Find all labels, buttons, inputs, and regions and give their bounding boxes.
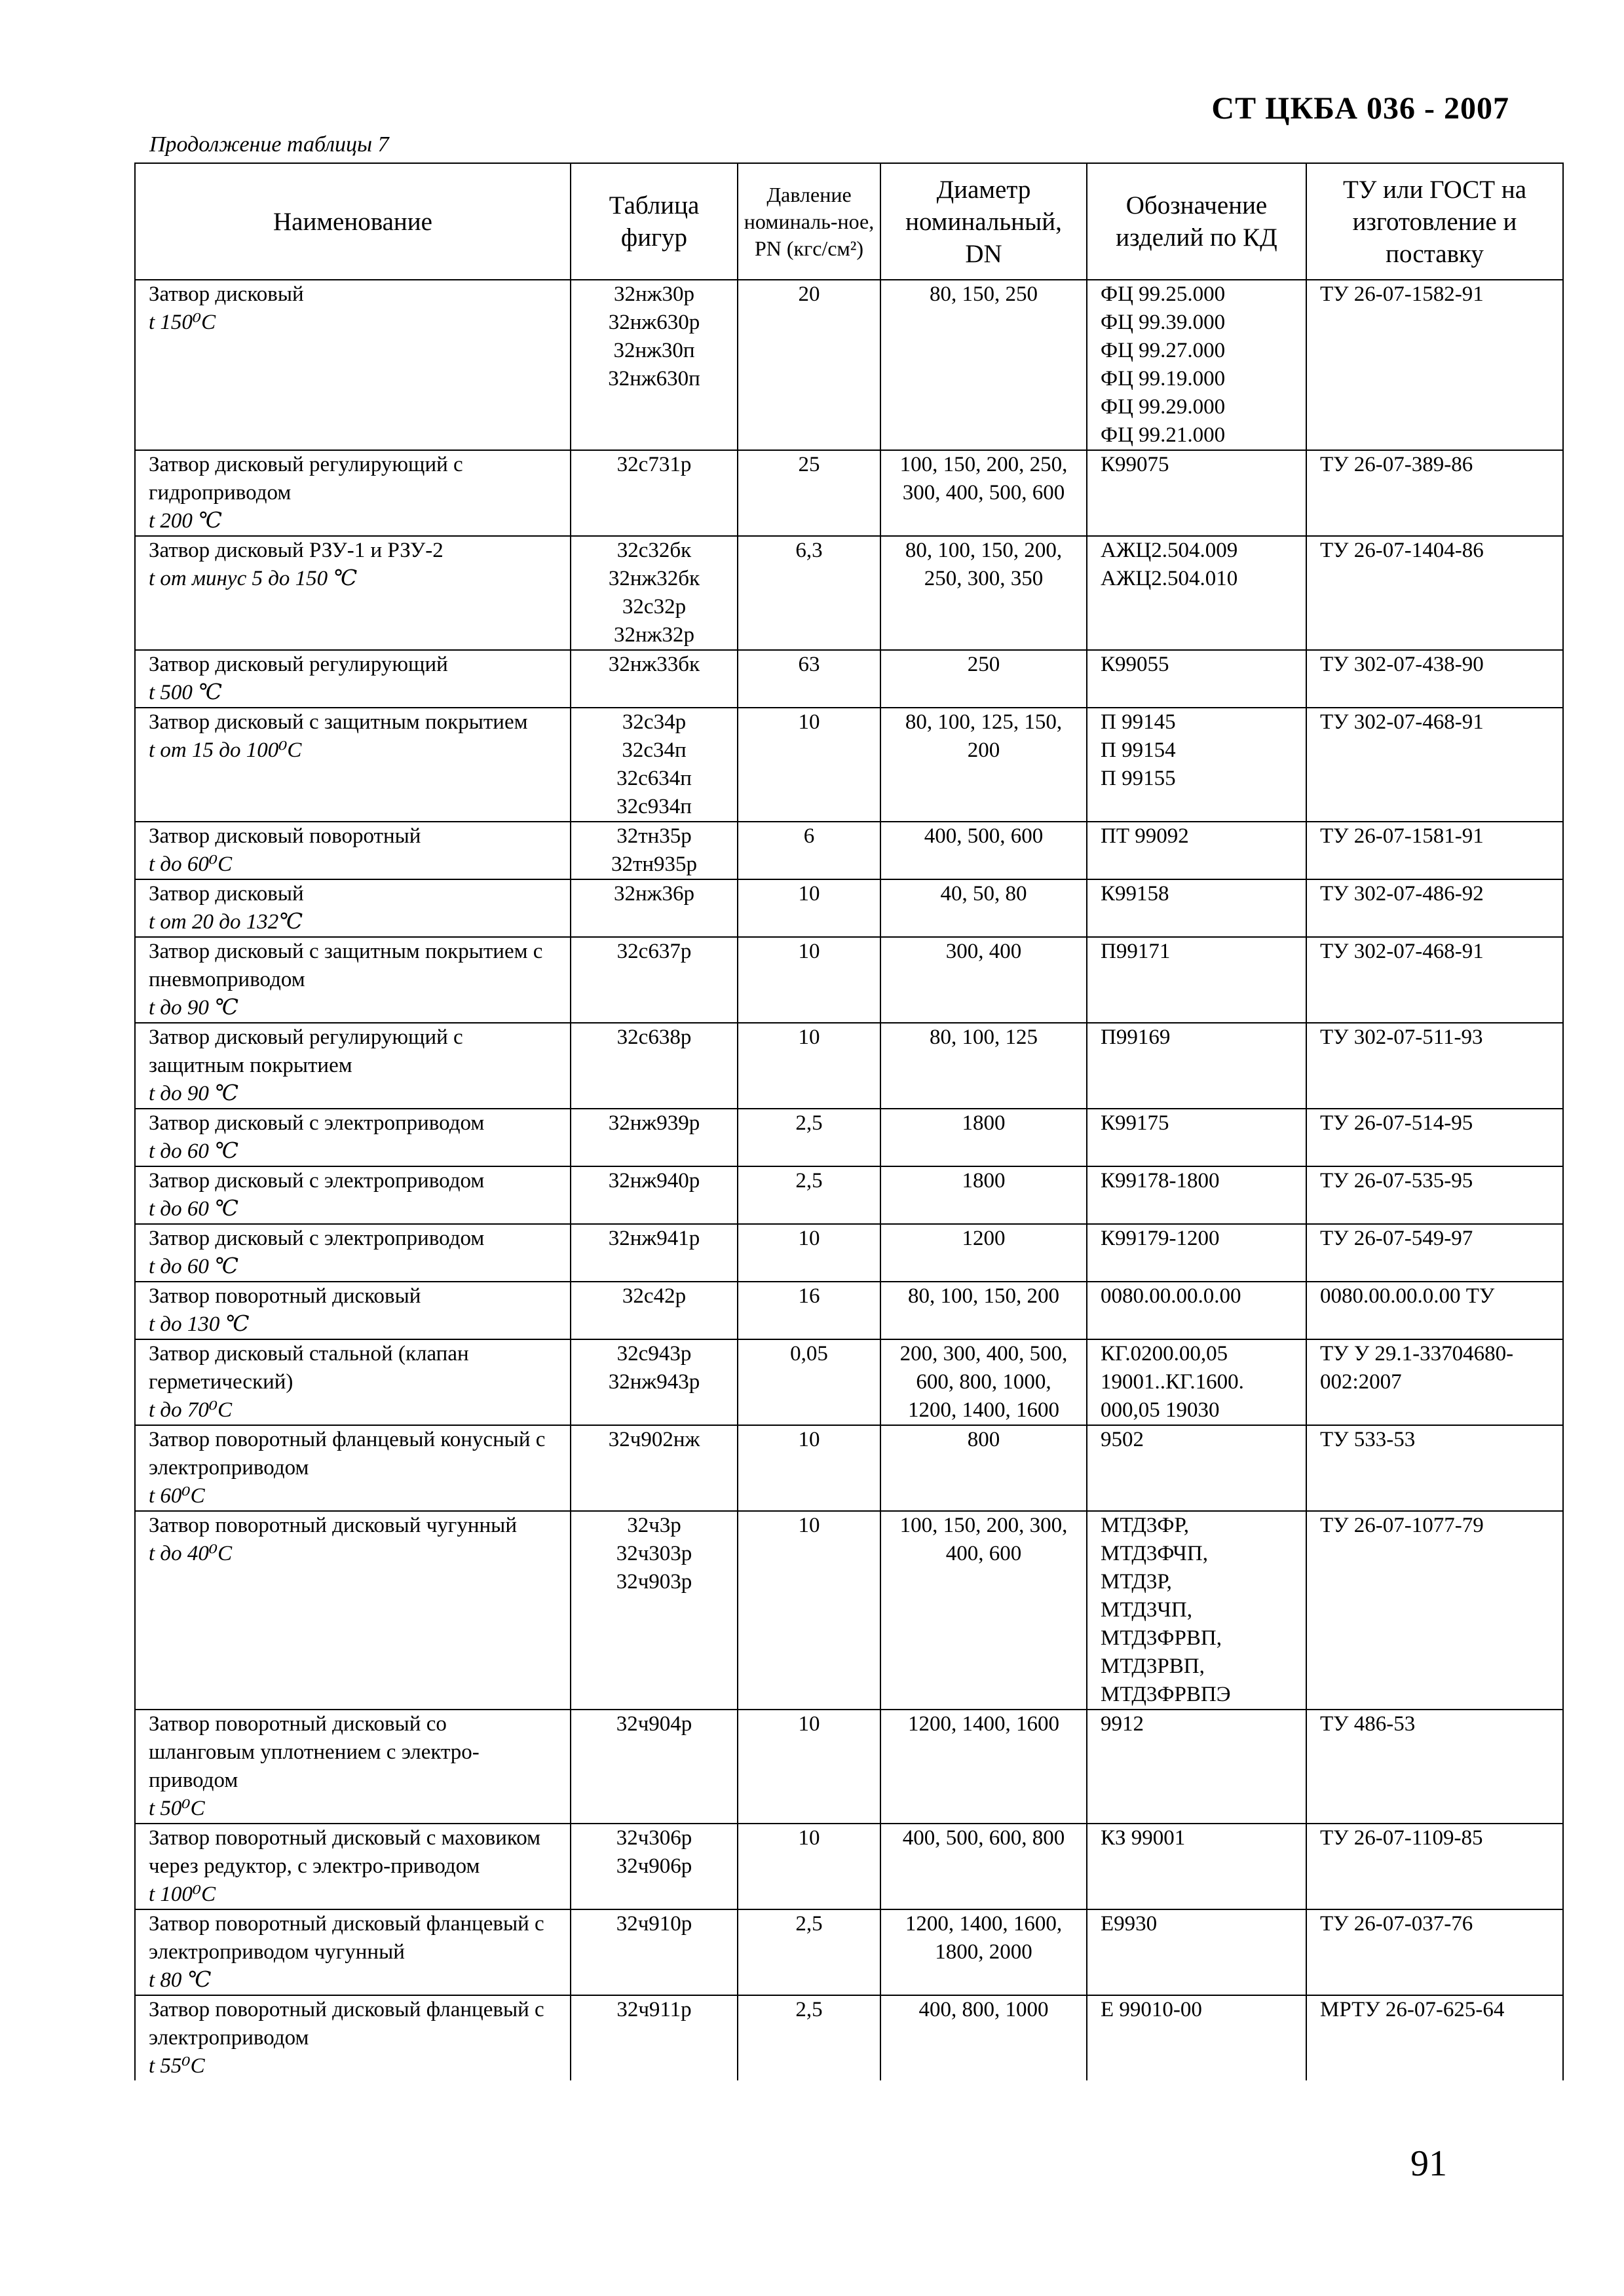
name-text: Затвор дисковый РЗУ-1 и РЗУ-2 xyxy=(149,539,444,562)
cell-name xyxy=(135,1824,571,1909)
table-row xyxy=(135,1824,1563,1909)
cell-standard xyxy=(1306,1511,1563,1710)
table-row xyxy=(135,536,1563,650)
cell-fig xyxy=(571,1282,738,1339)
pressure-text: 25 xyxy=(798,453,820,476)
diameter-text: 80, 150, 250 xyxy=(930,282,1038,306)
cell-designation xyxy=(1087,1710,1306,1824)
table-row xyxy=(135,450,1563,536)
diameter-text: 80, 100, 150, 200 xyxy=(908,1284,1059,1308)
standard-text: МРТУ 26-07-625-64 xyxy=(1320,1998,1505,2021)
cell-fig xyxy=(571,1224,738,1282)
table-row xyxy=(135,280,1563,450)
diameter-text: 300, 400 xyxy=(945,940,1022,963)
cell-standard xyxy=(1306,822,1563,879)
temperature-text: t от 15 до 100⁰С xyxy=(149,738,302,762)
cell-name xyxy=(135,708,571,822)
standard-text: ТУ 26-07-389-86 xyxy=(1320,453,1473,476)
cell-pressure xyxy=(738,650,880,708)
fig-text: 32с34р 32с34п 32с634п 32с934п xyxy=(616,710,692,818)
cell-pressure xyxy=(738,1824,880,1909)
cell-fig xyxy=(571,1023,738,1109)
standard-text: ТУ У 29.1-33704680-002:2007 xyxy=(1320,1342,1514,1394)
diameter-text: 100, 150, 200, 250, 300, 400, 500, 600 xyxy=(899,453,1068,505)
cell-pressure xyxy=(738,1166,880,1224)
temperature-text: t 50⁰С xyxy=(149,1797,205,1820)
cell-designation xyxy=(1087,879,1306,937)
diameter-text: 800 xyxy=(967,1428,1000,1451)
diameter-text: 100, 150, 200, 300, 400, 600 xyxy=(899,1514,1068,1565)
temperature-text: t 60⁰С xyxy=(149,1484,205,1508)
cell-designation xyxy=(1087,1995,1306,2080)
cell-designation xyxy=(1087,1109,1306,1166)
cell-pressure xyxy=(738,937,880,1023)
name-text: Затвор дисковый с электроприводом xyxy=(149,1111,485,1135)
temperature-text: t до 90 ℃ xyxy=(149,996,239,1020)
header-name: Наименование xyxy=(135,163,571,280)
designation-text: ПТ 99092 xyxy=(1101,824,1189,848)
standard-text: ТУ 26-07-1109-85 xyxy=(1320,1826,1483,1850)
fig-text: 32ч904р xyxy=(616,1712,692,1736)
cell-standard xyxy=(1306,937,1563,1023)
pressure-text: 2,5 xyxy=(795,1912,823,1936)
cell-diameter xyxy=(880,1339,1087,1425)
cell-diameter xyxy=(880,450,1087,536)
table-row xyxy=(135,1339,1563,1425)
name-text: Затвор дисковый с защитным покрытием с пневмоприводом xyxy=(149,940,543,991)
cell-standard xyxy=(1306,1995,1563,2080)
cell-standard xyxy=(1306,879,1563,937)
diameter-text: 40, 50, 80 xyxy=(940,882,1027,906)
pressure-text: 2,5 xyxy=(795,1111,823,1135)
name-text: Затвор дисковый поворотный xyxy=(149,824,421,848)
diameter-text: 80, 100, 125 xyxy=(930,1025,1038,1049)
cell-name xyxy=(135,1166,571,1224)
cell-diameter xyxy=(880,1824,1087,1909)
cell-designation xyxy=(1087,1511,1306,1710)
header-diameter: Диаметр номинальный, DN xyxy=(880,163,1087,280)
pressure-text: 10 xyxy=(798,1712,820,1736)
name-text: Затвор поворотный дисковый чугунный xyxy=(149,1514,517,1537)
table-row xyxy=(135,650,1563,708)
diameter-text: 1200, 1400, 1600, 1800, 2000 xyxy=(905,1912,1063,1964)
cell-name xyxy=(135,1224,571,1282)
standard-text: ТУ 302-07-468-91 xyxy=(1320,710,1484,734)
standard-text: ТУ 302-07-468-91 xyxy=(1320,940,1484,963)
standard-text: 0080.00.00.0.00 ТУ xyxy=(1320,1284,1495,1308)
fig-text: 32нж939р xyxy=(608,1111,700,1135)
pressure-text: 2,5 xyxy=(795,1998,823,2021)
cell-standard xyxy=(1306,1339,1563,1425)
fig-text: 32с943р 32нж943р xyxy=(608,1342,700,1394)
table-row xyxy=(135,1224,1563,1282)
cell-diameter xyxy=(880,1995,1087,2080)
cell-diameter xyxy=(880,1511,1087,1710)
cell-fig xyxy=(571,1995,738,2080)
pressure-text: 10 xyxy=(798,882,820,906)
name-text: Затвор дисковый с электроприводом xyxy=(149,1227,485,1250)
cell-designation xyxy=(1087,937,1306,1023)
cell-designation xyxy=(1087,1425,1306,1511)
cell-diameter xyxy=(880,1282,1087,1339)
cell-name xyxy=(135,650,571,708)
table-row xyxy=(135,1909,1563,1995)
table-row xyxy=(135,1995,1563,2080)
cell-name xyxy=(135,1109,571,1166)
header-fig: Таблица фигур xyxy=(571,163,738,280)
pressure-text: 0,05 xyxy=(790,1342,828,1366)
cell-standard xyxy=(1306,1425,1563,1511)
header-pressure: Давление номиналь-ное, PN (кгс/см²) xyxy=(738,163,880,280)
pressure-text: 16 xyxy=(798,1284,820,1308)
standard-text: ТУ 26-07-037-76 xyxy=(1320,1912,1473,1936)
name-text: Затвор поворотный дисковый xyxy=(149,1284,421,1308)
cell-diameter xyxy=(880,1023,1087,1109)
standard-text: ТУ 533-53 xyxy=(1320,1428,1416,1451)
cell-standard xyxy=(1306,1824,1563,1909)
table-row xyxy=(135,1023,1563,1109)
designation-text: Е 99010-00 xyxy=(1101,1998,1202,2021)
fig-text: 32тн35р 32тн935р xyxy=(611,824,698,876)
cell-standard xyxy=(1306,1710,1563,1824)
temperature-text: t до 130 ℃ xyxy=(149,1312,250,1336)
cell-diameter xyxy=(880,879,1087,937)
diameter-text: 400, 800, 1000 xyxy=(918,1998,1049,2021)
fig-text: 32нж30р 32нж630р 32нж30п 32нж630п xyxy=(608,282,700,391)
cell-designation xyxy=(1087,280,1306,450)
cell-fig xyxy=(571,1710,738,1824)
table-row xyxy=(135,822,1563,879)
standard-text: ТУ 486-53 xyxy=(1320,1712,1416,1736)
diameter-text: 200, 300, 400, 500, 600, 800, 1000, 1200, 1400, 1600 xyxy=(899,1342,1068,1422)
name-text: Затвор поворотный фланцевый конусный с электроприводом xyxy=(149,1428,546,1480)
designation-text: ФЦ 99.25.000 ФЦ 99.39.000 ФЦ 99.27.000 ФЦ 99.19.000 ФЦ 99.29.000 ФЦ 99.21.000 xyxy=(1101,282,1226,447)
name-text: Затвор дисковый xyxy=(149,882,304,906)
cell-standard xyxy=(1306,450,1563,536)
cell-fig xyxy=(571,1824,738,1909)
header-standard: ТУ или ГОСТ на изготовление и поставку xyxy=(1306,163,1563,280)
cell-designation xyxy=(1087,1166,1306,1224)
fig-text: 32ч910р xyxy=(616,1912,692,1936)
table-caption: Продолжение таблицы 7 xyxy=(149,132,389,157)
table-row xyxy=(135,1425,1563,1511)
diameter-text: 250 xyxy=(967,653,1000,676)
cell-designation xyxy=(1087,536,1306,650)
standard-text: ТУ 26-07-1582-91 xyxy=(1320,282,1484,306)
cell-diameter xyxy=(880,1909,1087,1995)
temperature-text: t до 60⁰С xyxy=(149,852,233,876)
table-row xyxy=(135,1511,1563,1710)
table-row xyxy=(135,1109,1563,1166)
cell-designation xyxy=(1087,708,1306,822)
fig-text: 32с637р xyxy=(616,940,692,963)
page-number: 91 xyxy=(1410,2143,1447,2184)
cell-name xyxy=(135,1282,571,1339)
name-text: Затвор поворотный дисковый фланцевый с электроприводом xyxy=(149,1998,544,2050)
cell-diameter xyxy=(880,280,1087,450)
cell-standard xyxy=(1306,1282,1563,1339)
cell-name xyxy=(135,1909,571,1995)
cell-pressure xyxy=(738,1109,880,1166)
fig-text: 32нж36р xyxy=(614,882,694,906)
name-text: Затвор дисковый регулирующий с защитным покрытием xyxy=(149,1025,463,1077)
cell-diameter xyxy=(880,536,1087,650)
cell-name xyxy=(135,1339,571,1425)
table-row xyxy=(135,1282,1563,1339)
table-header-row xyxy=(135,163,1563,280)
cell-designation xyxy=(1087,1282,1306,1339)
temperature-text: t 80 ℃ xyxy=(149,1968,212,1992)
fig-text: 32нж940р xyxy=(608,1169,700,1193)
cell-pressure xyxy=(738,1710,880,1824)
standard-text: ТУ 302-07-486-92 xyxy=(1320,882,1484,906)
cell-designation xyxy=(1087,822,1306,879)
cell-fig xyxy=(571,280,738,450)
temperature-text: t 500 ℃ xyxy=(149,681,223,704)
cell-standard xyxy=(1306,536,1563,650)
cell-fig xyxy=(571,450,738,536)
standard-text: ТУ 26-07-1404-86 xyxy=(1320,539,1484,562)
cell-pressure xyxy=(738,708,880,822)
temperature-text: t 100⁰С xyxy=(149,1883,216,1906)
temperature-text: t от 20 до 132℃ xyxy=(149,910,303,934)
pressure-text: 10 xyxy=(798,1227,820,1250)
pressure-text: 2,5 xyxy=(795,1169,823,1193)
cell-standard xyxy=(1306,280,1563,450)
designation-text: К99179-1200 xyxy=(1101,1227,1220,1250)
cell-designation xyxy=(1087,1909,1306,1995)
cell-pressure xyxy=(738,1023,880,1109)
cell-diameter xyxy=(880,1224,1087,1282)
cell-fig xyxy=(571,650,738,708)
cell-designation xyxy=(1087,1824,1306,1909)
designation-text: АЖЦ2.504.009 АЖЦ2.504.010 xyxy=(1101,539,1238,590)
fig-text: 32с731р xyxy=(616,453,692,476)
diameter-text: 80, 100, 150, 200, 250, 300, 350 xyxy=(905,539,1063,590)
fig-text: 32с42р xyxy=(622,1284,687,1308)
cell-name xyxy=(135,937,571,1023)
cell-name xyxy=(135,450,571,536)
fig-text: 32ч306р 32ч906р xyxy=(616,1826,692,1878)
diameter-text: 1200 xyxy=(962,1227,1006,1250)
table-row xyxy=(135,708,1563,822)
fig-text: 32ч911р xyxy=(616,1998,692,2021)
designation-text: К99178-1800 xyxy=(1101,1169,1220,1193)
fig-text: 32ч902нж xyxy=(608,1428,700,1451)
cell-pressure xyxy=(738,1282,880,1339)
cell-diameter xyxy=(880,708,1087,822)
table-row xyxy=(135,1166,1563,1224)
cell-pressure xyxy=(738,1995,880,2080)
cell-designation xyxy=(1087,1339,1306,1425)
temperature-text: t 55⁰С xyxy=(149,2054,205,2078)
standard-text: ТУ 26-07-514-95 xyxy=(1320,1111,1473,1135)
designation-text: К99055 xyxy=(1101,653,1169,676)
name-text: Затвор поворотный дисковый со шланговым уплотнением с электро-приводом xyxy=(149,1712,480,1792)
pressure-text: 6 xyxy=(803,824,815,848)
cell-diameter xyxy=(880,650,1087,708)
cell-name xyxy=(135,1023,571,1109)
name-text: Затвор дисковый регулирующий xyxy=(149,653,448,676)
standard-text: ТУ 302-07-438-90 xyxy=(1320,653,1484,676)
cell-fig xyxy=(571,822,738,879)
name-text: Затвор поворотный дисковый с маховиком через редуктор, с электро-приводом xyxy=(149,1826,541,1878)
temperature-text: t до 90 ℃ xyxy=(149,1082,239,1105)
cell-pressure xyxy=(738,822,880,879)
cell-standard xyxy=(1306,708,1563,822)
cell-pressure xyxy=(738,1425,880,1511)
temperature-text: t до 60 ℃ xyxy=(149,1255,239,1278)
temperature-text: t до 60 ℃ xyxy=(149,1197,239,1221)
cell-fig xyxy=(571,1425,738,1511)
cell-diameter xyxy=(880,1109,1087,1166)
cell-name xyxy=(135,1511,571,1710)
pressure-text: 63 xyxy=(798,653,820,676)
diameter-text: 80, 100, 125, 150, 200 xyxy=(905,710,1063,762)
fittings-table xyxy=(134,163,1564,2080)
designation-text: 0080.00.00.0.00 xyxy=(1101,1284,1241,1308)
cell-pressure xyxy=(738,536,880,650)
cell-fig xyxy=(571,1109,738,1166)
cell-pressure xyxy=(738,450,880,536)
pressure-text: 10 xyxy=(798,1025,820,1049)
designation-text: 9912 xyxy=(1101,1712,1144,1736)
pressure-text: 10 xyxy=(798,1428,820,1451)
cell-designation xyxy=(1087,1023,1306,1109)
cell-designation xyxy=(1087,650,1306,708)
pressure-text: 20 xyxy=(798,282,820,306)
designation-text: Е9930 xyxy=(1101,1912,1158,1936)
cell-pressure xyxy=(738,1339,880,1425)
designation-text: КГ.0200.00,05 19001..КГ.1600. 000,05 19030 xyxy=(1101,1342,1244,1422)
pressure-text: 10 xyxy=(798,1514,820,1537)
cell-standard xyxy=(1306,1166,1563,1224)
temperature-text: t до 40⁰С xyxy=(149,1542,233,1565)
cell-name xyxy=(135,1995,571,2080)
temperature-text: t от минус 5 до 150 ℃ xyxy=(149,567,358,590)
cell-pressure xyxy=(738,1224,880,1282)
pressure-text: 10 xyxy=(798,940,820,963)
cell-name xyxy=(135,822,571,879)
cell-standard xyxy=(1306,1023,1563,1109)
name-text: Затвор поворотный дисковый фланцевый с электроприводом чугунный xyxy=(149,1912,544,1964)
pressure-text: 6,3 xyxy=(795,539,823,562)
cell-pressure xyxy=(738,1909,880,1995)
designation-text: П 99145 П 99154 П 99155 xyxy=(1101,710,1176,790)
temperature-text: t 150⁰С xyxy=(149,311,216,334)
standard-text: ТУ 26-07-535-95 xyxy=(1320,1169,1473,1193)
name-text: Затвор дисковый xyxy=(149,282,304,306)
cell-pressure xyxy=(738,879,880,937)
standard-text: ТУ 26-07-1077-79 xyxy=(1320,1514,1484,1537)
name-text: Затвор дисковый с электроприводом xyxy=(149,1169,485,1193)
designation-text: К99075 xyxy=(1101,453,1169,476)
cell-fig xyxy=(571,1909,738,1995)
name-text: Затвор дисковый регулирующий с гидроприводом xyxy=(149,453,463,505)
cell-name xyxy=(135,1425,571,1511)
cell-fig xyxy=(571,536,738,650)
name-text: Затвор дисковый стальной (клапан герметический) xyxy=(149,1342,469,1394)
temperature-text: t до 70⁰С xyxy=(149,1398,233,1422)
standard-text: ТУ 302-07-511-93 xyxy=(1320,1025,1483,1049)
standard-text: ТУ 26-07-1581-91 xyxy=(1320,824,1484,848)
fig-text: 32с32бк 32нж32бк 32с32р 32нж32р xyxy=(608,539,700,647)
cell-fig xyxy=(571,708,738,822)
fig-text: 32ч3р 32ч303р 32ч903р xyxy=(616,1514,692,1594)
designation-text: 9502 xyxy=(1101,1428,1144,1451)
name-text: Затвор дисковый с защитным покрытием xyxy=(149,710,528,734)
designation-text: КЗ 99001 xyxy=(1101,1826,1186,1850)
cell-designation xyxy=(1087,1224,1306,1282)
designation-text: МТД3ФР, МТД3ФЧП, МТД3Р, МТД3ЧП, МТД3ФРВП, МТД3РВП, МТД3ФРВПЭ xyxy=(1101,1514,1231,1706)
cell-fig xyxy=(571,1511,738,1710)
cell-standard xyxy=(1306,650,1563,708)
document-code: СТ ЦКБА 036 - 2007 xyxy=(1211,91,1509,126)
cell-designation xyxy=(1087,450,1306,536)
cell-name xyxy=(135,536,571,650)
cell-standard xyxy=(1306,1224,1563,1282)
header-designation: Обозначение изделий по КД xyxy=(1087,163,1306,280)
fig-text: 32нж941р xyxy=(608,1227,700,1250)
table-row xyxy=(135,937,1563,1023)
designation-text: К99158 xyxy=(1101,882,1169,906)
table-row xyxy=(135,1710,1563,1824)
cell-pressure xyxy=(738,280,880,450)
pressure-text: 10 xyxy=(798,710,820,734)
diameter-text: 400, 500, 600, 800 xyxy=(902,1826,1065,1850)
cell-diameter xyxy=(880,1166,1087,1224)
cell-pressure xyxy=(738,1511,880,1710)
temperature-text: t до 60 ℃ xyxy=(149,1139,239,1163)
diameter-text: 400, 500, 600 xyxy=(924,824,1044,848)
temperature-text: t 200 ℃ xyxy=(149,509,223,533)
cell-name xyxy=(135,1710,571,1824)
cell-fig xyxy=(571,1339,738,1425)
cell-diameter xyxy=(880,822,1087,879)
diameter-text: 1200, 1400, 1600 xyxy=(908,1712,1059,1736)
cell-fig xyxy=(571,1166,738,1224)
fig-text: 32с638р xyxy=(616,1025,692,1049)
fig-text: 32нж33бк xyxy=(608,653,700,676)
cell-name xyxy=(135,879,571,937)
diameter-text: 1800 xyxy=(962,1111,1006,1135)
table-row xyxy=(135,879,1563,937)
designation-text: П99169 xyxy=(1101,1025,1171,1049)
designation-text: П99171 xyxy=(1101,940,1171,963)
standard-text: ТУ 26-07-549-97 xyxy=(1320,1227,1473,1250)
cell-fig xyxy=(571,937,738,1023)
cell-diameter xyxy=(880,1425,1087,1511)
cell-standard xyxy=(1306,1909,1563,1995)
cell-fig xyxy=(571,879,738,937)
cell-diameter xyxy=(880,1710,1087,1824)
cell-diameter xyxy=(880,937,1087,1023)
cell-standard xyxy=(1306,1109,1563,1166)
designation-text: К99175 xyxy=(1101,1111,1169,1135)
cell-name xyxy=(135,280,571,450)
diameter-text: 1800 xyxy=(962,1169,1006,1193)
pressure-text: 10 xyxy=(798,1826,820,1850)
